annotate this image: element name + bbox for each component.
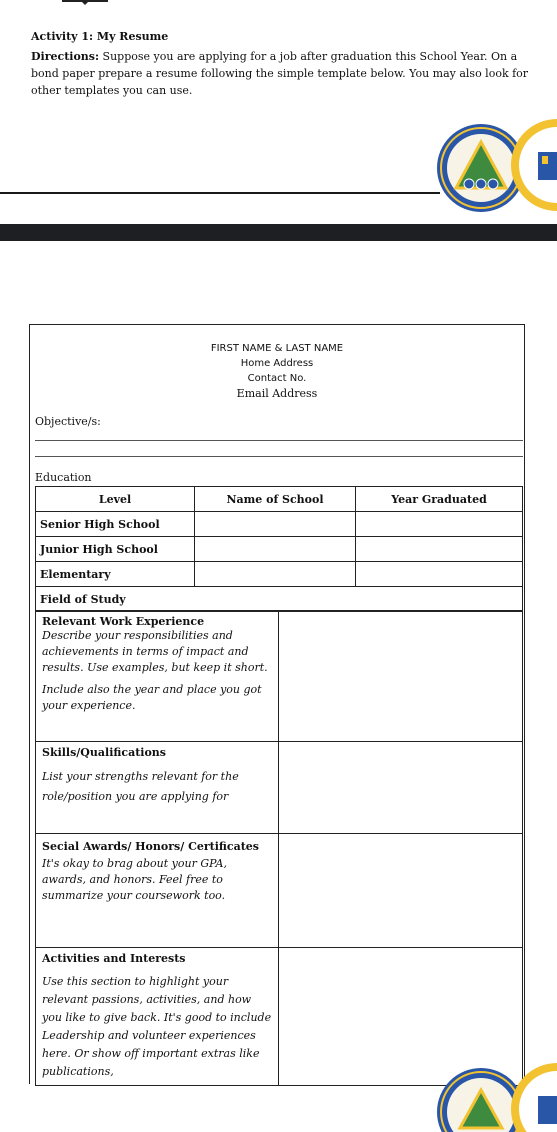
objective-label: Objective/s:	[35, 415, 101, 428]
table-row	[36, 834, 523, 948]
table-row	[36, 562, 523, 587]
answer-cell	[279, 611, 523, 742]
year-cell	[356, 537, 523, 562]
section-description-extra: Include also the year and place you got your experience.	[42, 683, 262, 712]
section-description: List your strengths relevant for the role/position you are applying for	[42, 770, 239, 803]
top-decoration	[62, 0, 108, 5]
table-row	[36, 611, 523, 742]
section-description: It's okay to brag about your GPA, awards, and honors. Feel free to summarize your coursework too.	[42, 857, 227, 902]
answer-cell	[279, 834, 523, 948]
details-table	[35, 610, 523, 1086]
level-cell: Senior High School	[36, 512, 195, 537]
education-label: Education	[35, 471, 92, 484]
section-description: Use this section to highlight your relevant passions, activities, and how you like to give back. It's good to include Leadership and volunteer experiences here. Or show off important extras like publications,	[42, 975, 272, 1078]
table-row	[36, 537, 523, 562]
field-of-study-cell: Field of Study	[36, 587, 523, 612]
objective-line-2	[35, 456, 523, 457]
awards-cell	[36, 834, 279, 948]
section-title: Skills/Qualifications	[42, 746, 166, 759]
resume-name: FIRST NAME & LAST NAME	[210, 343, 344, 354]
education-header-row	[36, 487, 523, 512]
directions	[31, 48, 531, 99]
city-seal-logo	[508, 116, 557, 214]
table-row	[36, 512, 523, 537]
education-table	[35, 486, 523, 612]
skills-cell	[36, 742, 279, 834]
directions-label: Directions:	[31, 50, 100, 63]
work-experience-cell	[36, 611, 279, 742]
city-seal-logo-bottom	[508, 1060, 557, 1132]
header-divider	[0, 192, 440, 194]
column-level: Level	[36, 487, 195, 512]
activities-cell	[36, 948, 279, 1086]
resume-template	[29, 324, 525, 1084]
resume-address: Home Address	[240, 358, 314, 369]
level-cell: Elementary	[36, 562, 195, 587]
school-cell	[195, 512, 356, 537]
school-cell	[195, 562, 356, 587]
directions-text: Suppose you are applying for a job after graduation this School Year. On a bond paper prepare a resume following the simple template below. You may also look for other templates you can use.	[31, 50, 529, 97]
table-row	[36, 742, 523, 834]
section-title: Activities and Interests	[42, 952, 186, 965]
section-title: Secial Awards/ Honors/ Certificates	[42, 840, 259, 853]
level-cell: Junior High School	[36, 537, 195, 562]
objective-line-1	[35, 440, 523, 441]
resume-email: Email Address	[236, 387, 318, 400]
resume-contact: Contact No.	[247, 373, 307, 384]
school-cell	[195, 537, 356, 562]
column-year: Year Graduated	[356, 487, 523, 512]
answer-cell	[279, 742, 523, 834]
page-break-bar	[0, 224, 557, 241]
column-school: Name of School	[195, 487, 356, 512]
year-cell	[356, 562, 523, 587]
section-description: Describe your responsibilities and achievements in terms of impact and results. Use examples, but keep it short.	[42, 629, 268, 674]
activity-title: Activity 1: My Resume	[31, 30, 169, 43]
section-title: Relevant Work Experience	[42, 615, 205, 628]
year-cell	[356, 512, 523, 537]
field-of-study-row	[36, 587, 523, 612]
